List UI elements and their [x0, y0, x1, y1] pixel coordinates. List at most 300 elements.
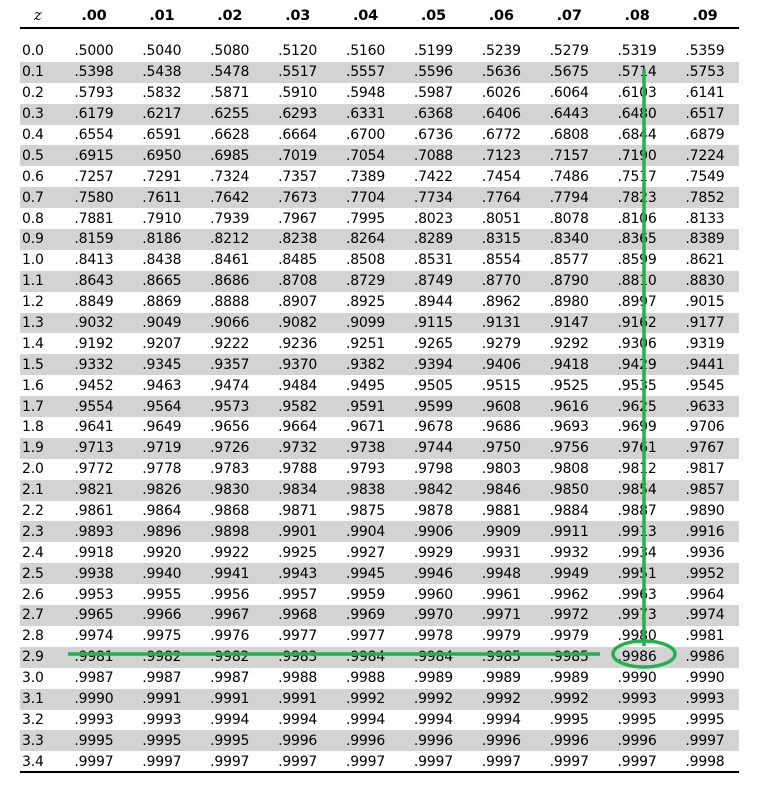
header-row: [20, 5, 739, 29]
column-header: .01: [149, 8, 175, 24]
probability-cell: .8186: [142, 231, 182, 248]
table-row: [20, 438, 739, 459]
table-row: [20, 104, 739, 125]
probability-cell: .9990: [617, 670, 657, 687]
probability-cell: .9994: [278, 711, 318, 728]
table-row: [20, 187, 739, 208]
probability-cell: .6217: [142, 106, 182, 123]
probability-cell: .9988: [345, 670, 386, 687]
probability-cell: .9976: [210, 628, 250, 645]
probability-cell: .7190: [617, 147, 657, 164]
probability-cell: .7324: [210, 168, 250, 185]
probability-cell: .8212: [210, 231, 250, 248]
probability-cell: .9441: [685, 356, 725, 373]
probability-cell: .9969: [345, 607, 386, 624]
probability-cell: .9406: [481, 356, 521, 373]
probability-cell: .9995: [617, 711, 657, 728]
header-spacer: [20, 29, 739, 41]
probability-cell: .9641: [74, 419, 114, 436]
column-header: .08: [624, 8, 650, 24]
probability-cell: .9968: [278, 607, 318, 624]
probability-cell: .9049: [142, 315, 182, 332]
probability-cell: .8238: [278, 231, 318, 248]
probability-cell: .8485: [278, 252, 318, 269]
probability-cell: .8340: [549, 231, 589, 248]
probability-cell: .9922: [210, 544, 250, 561]
probability-cell: .9949: [549, 565, 589, 582]
probability-cell: .7995: [345, 210, 386, 227]
probability-cell: .9756: [549, 440, 589, 457]
probability-cell: .9236: [278, 335, 318, 352]
probability-cell: .7054: [345, 147, 386, 164]
z-value-cell: 0.9: [22, 231, 44, 248]
probability-cell: .9850: [549, 482, 589, 499]
probability-cell: .9664: [278, 419, 318, 436]
probability-cell: .6443: [549, 106, 589, 123]
probability-cell: .9996: [345, 732, 386, 749]
z-value-cell: 2.9: [22, 649, 44, 666]
probability-cell: .7764: [481, 189, 521, 206]
table-row: [20, 417, 739, 438]
probability-cell: .9826: [142, 482, 182, 499]
probability-cell: .9990: [74, 691, 114, 708]
probability-cell: .5948: [345, 85, 386, 102]
probability-cell: .9986: [617, 649, 657, 666]
probability-cell: .9871: [278, 503, 318, 520]
probability-cell: .9846: [481, 482, 521, 499]
column-header: .05: [420, 8, 446, 24]
z-value-cell: 0.3: [22, 106, 44, 123]
table-row: [20, 292, 739, 313]
probability-cell: .9857: [685, 482, 725, 499]
probability-cell: .9991: [278, 691, 318, 708]
table-row: [20, 62, 739, 83]
probability-cell: .9484: [278, 377, 318, 394]
probability-cell: .9953: [74, 586, 114, 603]
probability-cell: .8413: [74, 252, 114, 269]
probability-cell: .9934: [617, 544, 657, 561]
probability-cell: .9370: [278, 356, 318, 373]
probability-cell: .9916: [685, 523, 725, 540]
probability-cell: .9995: [210, 732, 250, 749]
probability-cell: .9987: [74, 670, 114, 687]
probability-cell: .9985: [481, 649, 521, 666]
probability-cell: .9890: [685, 503, 725, 520]
probability-cell: .8389: [685, 231, 725, 248]
probability-cell: .9967: [210, 607, 250, 624]
z-value-cell: 2.3: [22, 523, 44, 540]
probability-cell: .5753: [685, 64, 725, 81]
probability-cell: .7704: [345, 189, 386, 206]
probability-cell: .6103: [617, 85, 657, 102]
probability-cell: .8830: [685, 273, 725, 290]
probability-cell: .9982: [210, 649, 250, 666]
probability-cell: .9878: [413, 503, 453, 520]
probability-cell: .7881: [74, 210, 114, 227]
probability-cell: .9591: [345, 398, 386, 415]
probability-cell: .5120: [278, 43, 318, 60]
probability-cell: .9985: [549, 649, 589, 666]
probability-cell: .5438: [142, 64, 182, 81]
probability-cell: .9960: [413, 586, 453, 603]
probability-cell: .9951: [617, 565, 657, 582]
probability-cell: .5557: [345, 64, 386, 81]
probability-cell: .7794: [549, 189, 589, 206]
table-row: [20, 605, 739, 626]
probability-cell: .8944: [413, 294, 453, 311]
probability-cell: .9997: [345, 753, 386, 770]
probability-cell: .8708: [278, 273, 318, 290]
probability-cell: .9955: [142, 586, 182, 603]
probability-cell: .5517: [278, 64, 318, 81]
probability-cell: .9904: [345, 523, 386, 540]
z-value-cell: 2.7: [22, 607, 44, 624]
probability-cell: .8907: [278, 294, 318, 311]
probability-cell: .9996: [413, 732, 453, 749]
table-row: [20, 125, 739, 146]
probability-cell: .7357: [278, 168, 318, 185]
probability-cell: .8461: [210, 252, 250, 269]
probability-cell: .9993: [74, 711, 114, 728]
probability-cell: .5871: [210, 85, 250, 102]
probability-cell: .9997: [617, 753, 657, 770]
probability-cell: .5239: [481, 43, 521, 60]
table-row: [20, 710, 739, 731]
table-row: [20, 208, 739, 229]
probability-cell: .8133: [685, 210, 725, 227]
probability-cell: .5793: [74, 85, 114, 102]
probability-cell: .7852: [685, 189, 725, 206]
probability-cell: .9989: [413, 670, 453, 687]
probability-cell: .9582: [278, 398, 318, 415]
probability-cell: .9990: [685, 670, 725, 687]
probability-cell: .9959: [345, 586, 386, 603]
probability-cell: .9909: [481, 523, 521, 540]
probability-cell: .9418: [549, 356, 589, 373]
probability-cell: .5080: [210, 43, 250, 60]
probability-cell: .6293: [278, 106, 318, 123]
probability-cell: .9965: [74, 607, 114, 624]
probability-cell: .9726: [210, 440, 250, 457]
probability-cell: .9911: [549, 523, 589, 540]
probability-cell: .6517: [685, 106, 725, 123]
probability-cell: .9633: [685, 398, 725, 415]
probability-cell: .8438: [142, 252, 182, 269]
probability-cell: .9265: [413, 335, 453, 352]
probability-cell: .5675: [549, 64, 589, 81]
probability-cell: .9306: [617, 335, 657, 352]
probability-cell: .9608: [481, 398, 521, 415]
probability-cell: .9292: [549, 335, 589, 352]
bottom-rule: [20, 771, 739, 773]
probability-cell: .9616: [549, 398, 589, 415]
probability-cell: .8577: [549, 252, 589, 269]
probability-cell: .8078: [549, 210, 589, 227]
table-row: [20, 166, 739, 187]
probability-cell: .9989: [549, 670, 589, 687]
column-header: .00: [81, 8, 107, 24]
probability-cell: .7454: [481, 168, 521, 185]
probability-cell: .9992: [345, 691, 386, 708]
probability-cell: .8980: [549, 294, 589, 311]
probability-cell: .8729: [345, 273, 386, 290]
probability-cell: .9625: [617, 398, 657, 415]
probability-cell: .9991: [142, 691, 182, 708]
probability-cell: .5596: [413, 64, 453, 81]
probability-cell: .9995: [74, 732, 114, 749]
probability-cell: .9964: [685, 586, 725, 603]
probability-cell: .7019: [278, 147, 318, 164]
probability-cell: .9983: [278, 649, 318, 666]
probability-cell: .5319: [617, 43, 657, 60]
probability-cell: .9147: [549, 315, 589, 332]
probability-cell: .9929: [413, 544, 453, 561]
probability-cell: .6808: [549, 127, 589, 143]
z-value-cell: 2.5: [22, 565, 44, 582]
z-value-cell: 1.1: [22, 273, 44, 290]
probability-cell: .5398: [74, 64, 114, 81]
probability-cell: .9984: [413, 649, 453, 666]
probability-cell: .8770: [481, 273, 521, 290]
probability-cell: .7642: [210, 189, 250, 206]
probability-cell: .9981: [685, 628, 725, 645]
probability-cell: .6985: [210, 147, 250, 164]
probability-cell: .9927: [345, 544, 386, 561]
probability-cell: .9981: [74, 649, 114, 666]
probability-cell: .6879: [685, 127, 725, 143]
probability-cell: .9966: [142, 607, 182, 624]
probability-cell: .9962: [549, 586, 589, 603]
probability-cell: .7734: [413, 189, 453, 206]
probability-cell: .8621: [685, 252, 725, 269]
probability-cell: .9940: [142, 565, 182, 582]
probability-cell: .5478: [210, 64, 250, 81]
probability-cell: .9972: [549, 607, 589, 624]
probability-cell: .6406: [481, 106, 521, 123]
probability-cell: .5987: [413, 85, 453, 102]
probability-cell: .6026: [481, 85, 521, 102]
probability-cell: .9207: [142, 335, 182, 352]
probability-cell: .9699: [617, 419, 657, 436]
probability-cell: .9896: [142, 523, 182, 540]
probability-cell: .9996: [481, 732, 521, 749]
probability-cell: .6772: [481, 127, 521, 143]
z-value-cell: 2.1: [22, 482, 44, 499]
probability-cell: .9251: [345, 335, 386, 352]
probability-cell: .9713: [74, 440, 114, 457]
probability-cell: .9996: [617, 732, 657, 749]
probability-cell: .6368: [413, 106, 453, 123]
probability-cell: .9131: [481, 315, 521, 332]
probability-cell: .9678: [413, 419, 453, 436]
probability-cell: .9767: [685, 440, 725, 457]
probability-cell: .8023: [413, 210, 453, 227]
z-value-cell: 2.4: [22, 544, 44, 561]
probability-cell: .9808: [549, 461, 589, 478]
probability-cell: .6700: [345, 127, 386, 143]
probability-cell: .9932: [549, 544, 589, 561]
table-row: [20, 647, 739, 668]
probability-cell: .5000: [74, 43, 114, 60]
table-row: [20, 501, 739, 522]
probability-cell: .9474: [210, 377, 250, 394]
probability-cell: .9817: [685, 461, 725, 478]
probability-cell: .9495: [345, 377, 386, 394]
probability-cell: .6736: [413, 127, 453, 143]
z-value-cell: 3.3: [22, 732, 44, 749]
probability-cell: .9719: [142, 440, 182, 457]
probability-cell: .6554: [74, 127, 114, 143]
probability-cell: .5279: [549, 43, 589, 60]
table-row: [20, 730, 739, 751]
probability-cell: .7910: [142, 210, 182, 227]
probability-cell: .6628: [210, 127, 250, 143]
probability-cell: .9394: [413, 356, 453, 373]
probability-cell: .9793: [345, 461, 386, 478]
table-row: [20, 521, 739, 542]
probability-cell: .8643: [74, 273, 114, 290]
probability-cell: .9515: [481, 377, 521, 394]
probability-cell: .9884: [549, 503, 589, 520]
z-value-cell: 0.8: [22, 210, 44, 227]
probability-cell: .9997: [481, 753, 521, 770]
probability-cell: .7088: [413, 147, 453, 164]
probability-cell: .8665: [142, 273, 182, 290]
table-row: [20, 689, 739, 710]
probability-cell: .9893: [74, 523, 114, 540]
table-row: [20, 459, 739, 480]
probability-cell: .9222: [210, 335, 250, 352]
table-body: [20, 41, 739, 772]
probability-cell: .9994: [481, 711, 521, 728]
probability-cell: .8106: [617, 210, 657, 227]
probability-cell: .9998: [685, 753, 725, 770]
probability-cell: .9656: [210, 419, 250, 436]
probability-cell: .7389: [345, 168, 386, 185]
probability-cell: .9750: [481, 440, 521, 457]
probability-cell: .9994: [345, 711, 386, 728]
column-header: .07: [556, 8, 582, 24]
z-value-cell: 2.8: [22, 628, 44, 645]
probability-cell: .6844: [617, 127, 657, 143]
probability-cell: .9963: [617, 586, 657, 603]
table-row: [20, 313, 739, 334]
probability-cell: .5160: [345, 43, 386, 60]
probability-cell: .9977: [345, 628, 386, 645]
probability-cell: .7486: [549, 168, 589, 185]
table-row: [20, 145, 739, 166]
probability-cell: .9861: [74, 503, 114, 520]
probability-cell: .9279: [481, 335, 521, 352]
probability-cell: .9970: [413, 607, 453, 624]
probability-cell: .8686: [210, 273, 250, 290]
probability-cell: .9812: [617, 461, 657, 478]
z-value-cell: 1.9: [22, 440, 44, 457]
probability-cell: .9978: [413, 628, 453, 645]
probability-cell: .8159: [74, 231, 114, 248]
probability-cell: .9941: [210, 565, 250, 582]
probability-cell: .9738: [345, 440, 386, 457]
probability-cell: .7291: [142, 168, 182, 185]
probability-cell: .8315: [481, 231, 521, 248]
probability-cell: .9803: [481, 461, 521, 478]
probability-cell: .9979: [549, 628, 589, 645]
probability-cell: .9599: [413, 398, 453, 415]
probability-cell: .6141: [685, 85, 725, 102]
probability-cell: .9693: [549, 419, 589, 436]
z-value-cell: 0.2: [22, 85, 44, 102]
probability-cell: .7939: [210, 210, 250, 227]
probability-cell: .6480: [617, 106, 657, 123]
probability-cell: .9989: [481, 670, 521, 687]
column-header: .09: [692, 8, 718, 24]
table-row: [20, 41, 739, 62]
probability-cell: .9974: [685, 607, 725, 624]
probability-cell: .5832: [142, 85, 182, 102]
z-value-cell: 1.8: [22, 419, 44, 436]
probability-cell: .6255: [210, 106, 250, 123]
probability-cell: .9993: [617, 691, 657, 708]
probability-cell: .9992: [481, 691, 521, 708]
probability-cell: .9918: [74, 544, 114, 561]
probability-cell: .9993: [685, 691, 725, 708]
probability-cell: .6915: [74, 147, 114, 164]
probability-cell: .9946: [413, 565, 453, 582]
probability-cell: .9830: [210, 482, 250, 499]
probability-cell: .9772: [74, 461, 114, 478]
probability-cell: .9913: [617, 523, 657, 540]
table-row: [20, 333, 739, 354]
probability-cell: .9943: [278, 565, 318, 582]
probability-cell: .9979: [481, 628, 521, 645]
probability-cell: .9974: [74, 628, 114, 645]
z-value-cell: 3.1: [22, 691, 44, 708]
probability-cell: .9948: [481, 565, 521, 582]
probability-cell: .6950: [142, 147, 182, 164]
probability-cell: .9015: [685, 294, 725, 311]
probability-cell: .9798: [413, 461, 453, 478]
probability-cell: .9996: [549, 732, 589, 749]
probability-cell: .9977: [278, 628, 318, 645]
column-header: .04: [352, 8, 379, 24]
probability-cell: .8888: [210, 294, 250, 311]
z-value-cell: 3.0: [22, 670, 44, 687]
probability-cell: .8849: [74, 294, 114, 311]
probability-cell: .9984: [345, 649, 386, 666]
probability-cell: .9783: [210, 461, 250, 478]
probability-cell: .9535: [617, 377, 657, 394]
probability-cell: .8264: [345, 231, 386, 248]
probability-cell: .9994: [413, 711, 453, 728]
probability-cell: .9761: [617, 440, 657, 457]
probability-cell: .6179: [74, 106, 114, 123]
probability-cell: .9992: [413, 691, 453, 708]
probability-cell: .8554: [481, 252, 521, 269]
probability-cell: .7257: [74, 168, 114, 185]
probability-cell: .7157: [549, 147, 589, 164]
z-value-cell: 1.2: [22, 294, 44, 311]
probability-cell: .9961: [481, 586, 521, 603]
probability-cell: .9864: [142, 503, 182, 520]
probability-cell: .9788: [278, 461, 318, 478]
probability-cell: .7823: [617, 189, 657, 206]
probability-cell: .9573: [210, 398, 250, 415]
probability-cell: .9382: [345, 356, 386, 373]
probability-cell: .9988: [278, 670, 318, 687]
table-row: [20, 542, 739, 563]
probability-cell: .9987: [142, 670, 182, 687]
probability-cell: .9706: [685, 419, 725, 436]
